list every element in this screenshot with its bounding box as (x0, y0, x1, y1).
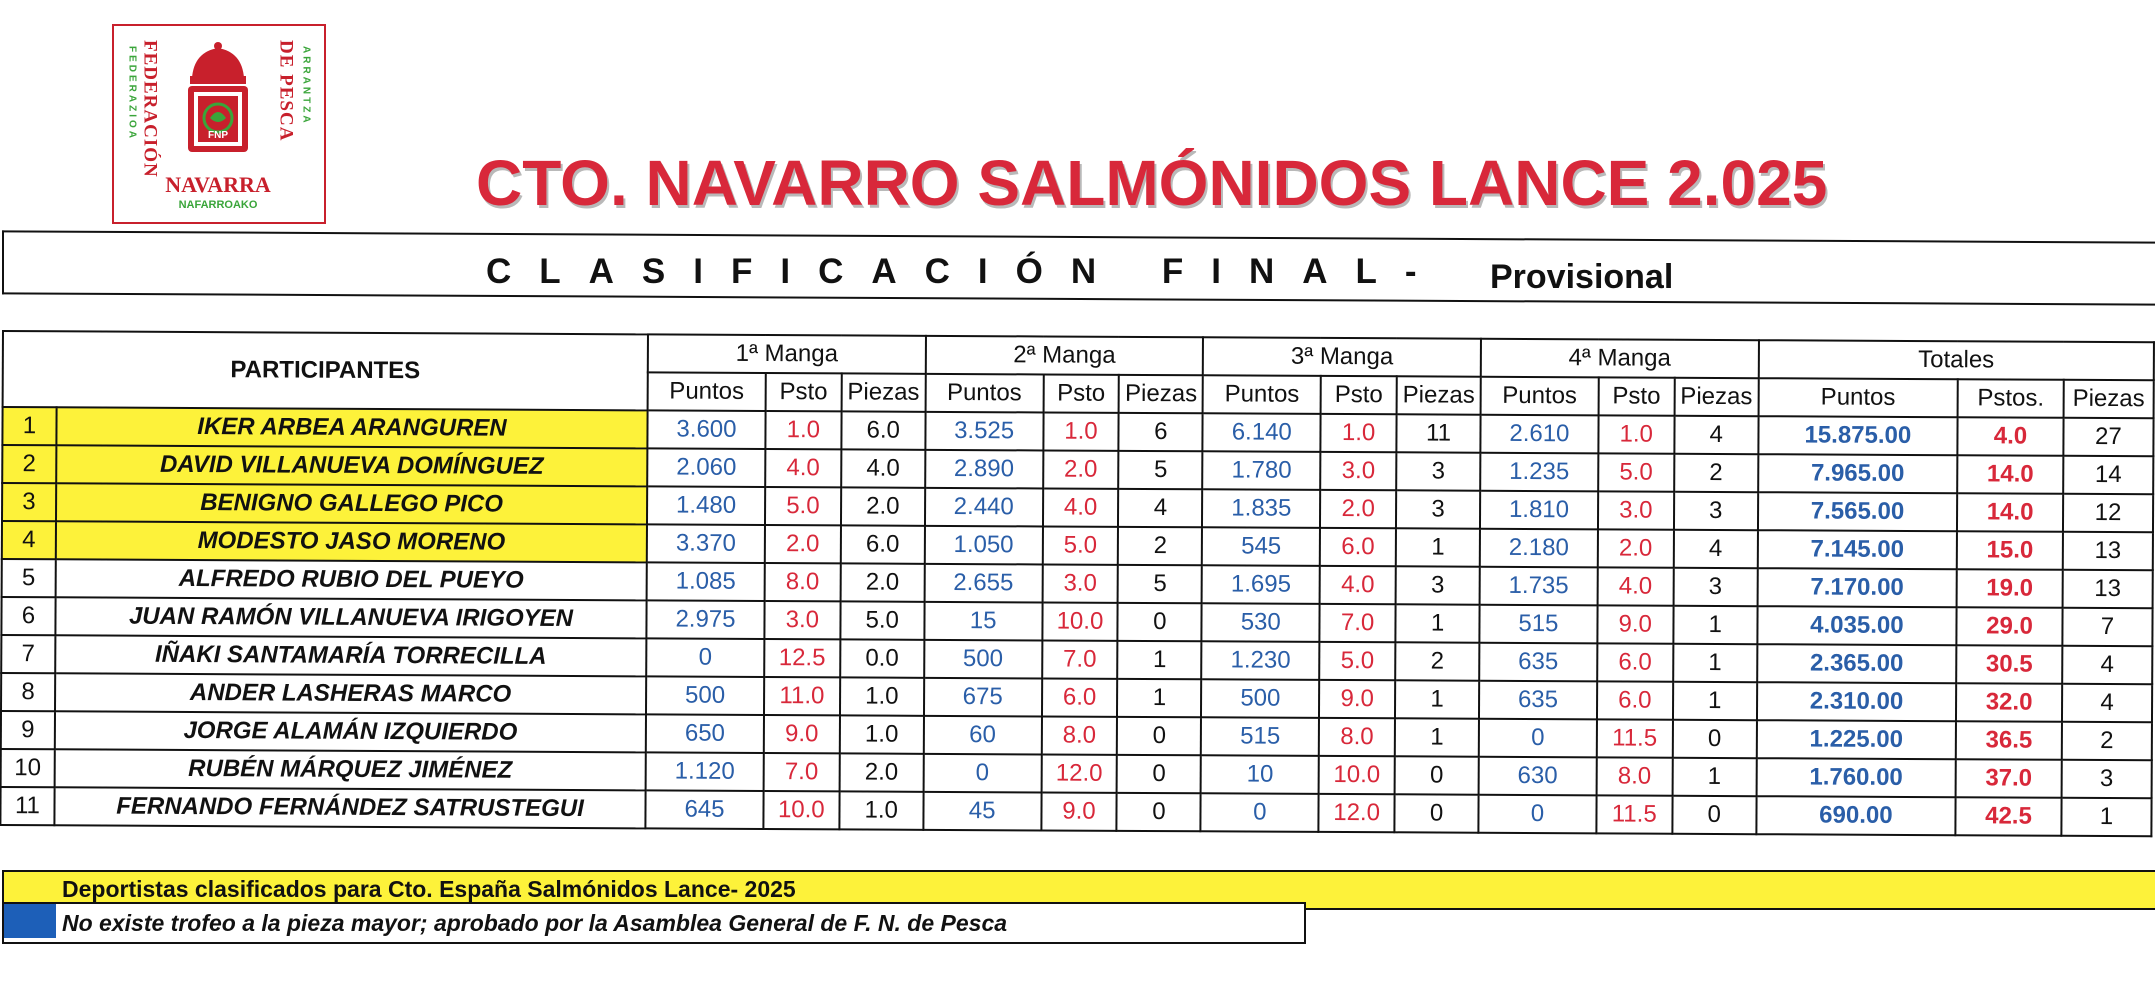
totals-puntos-header: Puntos (1758, 378, 1958, 417)
row-manga-1-psto: 2.0 (765, 525, 841, 563)
subtitle: CLASIFICACIÓN FINAL- (486, 252, 1445, 291)
logo-badge-text: FNP (208, 130, 228, 141)
row-total-pstos: 37.0 (1956, 759, 2062, 798)
row-manga-1-piezas: 4.0 (841, 449, 925, 487)
row-participant-name: ALFREDO RUBIO DEL PUEYO (55, 559, 646, 600)
row-manga-1-puntos: 2.975 (647, 600, 765, 639)
manga-3-header: 3ª Manga (1203, 337, 1481, 376)
row-manga-4-puntos: 635 (1479, 681, 1597, 720)
row-manga-3-piezas: 2 (1395, 642, 1479, 680)
row-manga-2-puntos: 15 (924, 602, 1042, 641)
row-manga-4-psto: 6.0 (1597, 643, 1673, 681)
row-manga-1-piezas: 5.0 (840, 601, 924, 639)
row-manga-2-piezas: 5 (1118, 565, 1202, 603)
row-manga-2-piezas: 0 (1117, 793, 1201, 831)
row-manga-4-piezas: 1 (1673, 606, 1757, 644)
totals-pstos-header: Pstos. (1958, 379, 2064, 418)
row-manga-2-psto: 6.0 (1042, 678, 1118, 716)
table-header-row (3, 331, 2154, 380)
row-manga-3-puntos: 10 (1201, 755, 1319, 794)
crown-shield-icon (114, 26, 324, 222)
row-total-piezas: 14 (2063, 456, 2153, 494)
results-table (0, 330, 2155, 837)
row-manga-1-puntos: 650 (646, 714, 764, 753)
row-manga-2-psto: 2.0 (1043, 450, 1119, 488)
row-manga-1-puntos: 3.600 (648, 410, 766, 449)
row-manga-4-piezas: 4 (1673, 530, 1757, 568)
row-manga-3-psto: 9.0 (1319, 680, 1395, 718)
row-position: 10 (1, 749, 55, 787)
row-manga-3-piezas: 3 (1396, 566, 1480, 604)
row-manga-3-puntos: 515 (1201, 717, 1319, 756)
row-manga-2-piezas: 0 (1118, 603, 1202, 641)
row-manga-1-puntos: 3.370 (647, 524, 765, 563)
legend-blue-swatch (4, 904, 56, 938)
m3-piezas-header: Piezas (1397, 376, 1481, 414)
row-manga-3-piezas: 3 (1396, 490, 1480, 528)
federation-logo (112, 24, 326, 224)
row-manga-3-psto: 8.0 (1319, 718, 1395, 756)
qualified-legend-text: Deportistas clasificados para Cto. España Salmónidos Lance- 2025 (62, 876, 796, 902)
row-participant-name: JORGE ALAMÁN IZQUIERDO (55, 711, 646, 752)
row-total-piezas: 2 (2062, 722, 2152, 760)
row-manga-3-piezas: 1 (1395, 680, 1479, 718)
row-manga-2-piezas: 5 (1119, 451, 1203, 489)
row-manga-1-piezas: 0.0 (840, 639, 924, 677)
row-manga-3-puntos: 545 (1202, 527, 1320, 566)
row-manga-3-piezas: 1 (1395, 718, 1479, 756)
participants-header: PARTICIPANTES (3, 331, 649, 410)
row-total-pstos: 14.0 (1957, 455, 2063, 494)
row-total-puntos: 2.365.00 (1757, 644, 1957, 683)
m1-puntos-header: Puntos (648, 372, 766, 411)
row-total-piezas: 13 (2063, 570, 2153, 608)
subtitle-note: Provisional (1490, 258, 1674, 296)
logo-right-text: DE PESCA (275, 40, 297, 142)
row-manga-2-puntos: 2.890 (925, 450, 1043, 489)
row-participant-name: IKER ARBEA ARANGUREN (56, 407, 647, 448)
m2-piezas-header: Piezas (1119, 375, 1203, 413)
row-manga-3-piezas: 0 (1395, 756, 1479, 794)
row-manga-4-psto: 1.0 (1598, 415, 1674, 453)
logo-outer-right-text: ARRANTZA (300, 46, 312, 126)
row-manga-2-psto: 9.0 (1041, 792, 1117, 830)
row-manga-4-piezas: 3 (1673, 568, 1757, 606)
row-total-pstos: 19.0 (1957, 569, 2063, 608)
row-total-pstos: 15.0 (1957, 531, 2063, 570)
row-manga-1-puntos: 2.060 (647, 448, 765, 487)
row-manga-4-piezas: 3 (1674, 492, 1758, 530)
note-legend (2, 902, 1306, 944)
row-total-puntos: 7.170.00 (1757, 568, 1957, 607)
row-total-pstos: 14.0 (1957, 493, 2063, 532)
row-manga-4-psto: 4.0 (1597, 567, 1673, 605)
row-manga-4-puntos: 635 (1479, 643, 1597, 682)
row-manga-4-puntos: 1.235 (1480, 453, 1598, 492)
row-manga-2-piezas: 6 (1119, 413, 1203, 451)
row-total-puntos: 7.145.00 (1757, 530, 1957, 569)
row-manga-3-piezas: 11 (1396, 414, 1480, 452)
row-manga-3-psto: 7.0 (1320, 604, 1396, 642)
row-manga-3-psto: 5.0 (1319, 642, 1395, 680)
row-manga-4-piezas: 0 (1672, 720, 1756, 758)
row-manga-1-psto: 12.5 (764, 639, 840, 677)
row-total-pstos: 30.5 (1956, 645, 2062, 684)
row-position: 6 (1, 597, 55, 635)
row-manga-1-puntos: 1.480 (647, 486, 765, 525)
row-manga-2-puntos: 60 (924, 716, 1042, 755)
row-manga-1-piezas: 1.0 (839, 791, 923, 829)
row-manga-2-puntos: 3.525 (925, 412, 1043, 451)
row-total-pstos: 42.5 (1956, 797, 2062, 836)
row-manga-3-puntos: 530 (1202, 603, 1320, 642)
row-manga-3-psto: 10.0 (1319, 756, 1395, 794)
row-manga-2-puntos: 2.440 (925, 488, 1043, 527)
m1-piezas-header: Piezas (841, 373, 925, 411)
row-total-puntos: 4.035.00 (1757, 606, 1957, 645)
row-manga-2-piezas: 1 (1117, 679, 1201, 717)
row-total-puntos: 1.760.00 (1756, 758, 1956, 797)
row-manga-1-piezas: 2.0 (840, 563, 924, 601)
row-manga-4-psto: 6.0 (1597, 681, 1673, 719)
results-body (0, 407, 2153, 836)
row-manga-2-piezas: 4 (1118, 489, 1202, 527)
totals-piezas-header: Piezas (2064, 380, 2154, 418)
logo-bottom-text: NAVARRA (165, 172, 271, 197)
row-total-puntos: 7.965.00 (1758, 454, 1958, 493)
row-manga-4-psto: 9.0 (1597, 605, 1673, 643)
row-participant-name: JUAN RAMÓN VILLANUEVA IRIGOYEN (55, 597, 646, 638)
row-manga-4-psto: 2.0 (1598, 529, 1674, 567)
row-manga-4-puntos: 1.735 (1480, 567, 1598, 606)
manga-2-header: 2ª Manga (926, 336, 1204, 375)
row-manga-1-piezas: 6.0 (841, 525, 925, 563)
row-manga-3-psto: 2.0 (1320, 490, 1396, 528)
m4-puntos-header: Puntos (1481, 377, 1599, 416)
row-total-pstos: 36.5 (1956, 721, 2062, 760)
row-manga-3-puntos: 6.140 (1203, 413, 1321, 452)
row-manga-3-puntos: 1.695 (1202, 565, 1320, 604)
row-manga-2-puntos: 2.655 (924, 564, 1042, 603)
row-total-piezas: 3 (2062, 760, 2152, 798)
row-manga-3-puntos: 1.230 (1202, 641, 1320, 680)
row-position: 1 (2, 407, 56, 445)
row-position: 5 (2, 559, 56, 597)
row-participant-name: ANDER LASHERAS MARCO (55, 673, 646, 714)
row-manga-1-psto: 5.0 (765, 487, 841, 525)
row-participant-name: IÑAKI SANTAMARÍA TORRECILLA (55, 635, 646, 676)
row-manga-2-psto: 3.0 (1042, 564, 1118, 602)
row-total-piezas: 12 (2063, 494, 2153, 532)
row-manga-1-piezas: 1.0 (840, 677, 924, 715)
m2-psto-header: Psto (1043, 374, 1119, 412)
manga-4-header: 4ª Manga (1481, 339, 1759, 378)
row-manga-4-psto: 11.5 (1596, 795, 1672, 833)
row-position: 3 (2, 483, 56, 521)
row-manga-3-piezas: 1 (1396, 528, 1480, 566)
totals-header: Totales (1758, 340, 2154, 380)
m4-piezas-header: Piezas (1674, 378, 1758, 416)
row-manga-2-puntos: 1.050 (925, 526, 1043, 565)
row-manga-3-psto: 3.0 (1320, 452, 1396, 490)
row-manga-3-psto: 4.0 (1320, 566, 1396, 604)
row-manga-3-piezas: 1 (1395, 604, 1479, 642)
row-manga-1-psto: 10.0 (763, 791, 839, 829)
row-position: 7 (1, 635, 55, 673)
row-total-puntos: 15.875.00 (1758, 416, 1958, 455)
row-manga-1-piezas: 6.0 (841, 411, 925, 449)
row-total-pstos: 4.0 (1958, 417, 2064, 456)
row-manga-2-psto: 4.0 (1043, 488, 1119, 526)
row-manga-2-puntos: 500 (924, 640, 1042, 679)
row-manga-4-piezas: 2 (1674, 454, 1758, 492)
row-manga-2-psto: 8.0 (1041, 716, 1117, 754)
m3-psto-header: Psto (1321, 376, 1397, 414)
row-manga-3-psto: 1.0 (1321, 414, 1397, 452)
row-total-piezas: 27 (2063, 418, 2153, 456)
manga-1-header: 1ª Manga (648, 334, 926, 373)
m4-psto-header: Psto (1598, 377, 1674, 415)
row-manga-2-piezas: 0 (1117, 755, 1201, 793)
row-manga-3-puntos: 1.780 (1203, 451, 1321, 490)
row-total-piezas: 13 (2063, 532, 2153, 570)
row-manga-2-puntos: 45 (923, 792, 1041, 831)
row-total-puntos: 1.225.00 (1756, 720, 1956, 759)
row-participant-name: MODESTO JASO MORENO (56, 521, 647, 562)
row-manga-1-puntos: 1.120 (646, 752, 764, 791)
row-total-piezas: 1 (2061, 798, 2151, 836)
row-manga-1-psto: 7.0 (764, 753, 840, 791)
row-manga-2-psto: 12.0 (1041, 754, 1117, 792)
logo-bottom-sub-text: NAFARROAKO (178, 199, 258, 211)
row-position: 8 (1, 673, 55, 711)
row-manga-4-psto: 8.0 (1596, 757, 1672, 795)
row-manga-4-puntos: 2.180 (1480, 529, 1598, 568)
row-position: 11 (0, 787, 54, 825)
row-total-puntos: 690.00 (1756, 796, 1956, 835)
row-manga-4-piezas: 1 (1673, 682, 1757, 720)
row-manga-1-piezas: 1.0 (840, 715, 924, 753)
row-participant-name: BENIGNO GALLEGO PICO (56, 483, 647, 524)
row-position: 2 (2, 445, 56, 483)
logo-left-text: FEDERACIÓN (139, 40, 161, 178)
row-manga-1-psto: 3.0 (764, 601, 840, 639)
row-participant-name: DAVID VILLANUEVA DOMÍNGUEZ (56, 445, 647, 486)
row-manga-3-puntos: 1.835 (1202, 489, 1320, 528)
row-manga-4-puntos: 0 (1478, 795, 1596, 834)
row-participant-name: FERNANDO FERNÁNDEZ SATRUSTEGUI (54, 787, 645, 828)
row-manga-3-puntos: 500 (1201, 679, 1319, 718)
row-manga-3-piezas: 0 (1394, 794, 1478, 832)
row-manga-3-psto: 12.0 (1319, 794, 1395, 832)
row-manga-4-puntos: 1.810 (1480, 491, 1598, 530)
row-manga-2-piezas: 2 (1118, 527, 1202, 565)
row-manga-1-psto: 11.0 (764, 677, 840, 715)
row-manga-3-puntos: 0 (1201, 793, 1319, 832)
row-manga-2-piezas: 0 (1117, 717, 1201, 755)
row-manga-4-psto: 5.0 (1598, 453, 1674, 491)
row-total-piezas: 4 (2062, 684, 2152, 722)
row-manga-1-piezas: 2.0 (839, 753, 923, 791)
row-manga-2-psto: 5.0 (1042, 526, 1118, 564)
row-manga-4-piezas: 1 (1673, 644, 1757, 682)
row-manga-2-piezas: 1 (1118, 641, 1202, 679)
page-title: CTO. NAVARRO SALMÓNIDOS LANCE 2.025 (476, 147, 1828, 219)
logo-outer-left-text: FEDERAZIOA (126, 46, 138, 141)
note-legend-text: No existe trofeo a la pieza mayor; aprobado por la Asamblea General de F. N. de Pesca (62, 910, 1008, 936)
row-manga-1-puntos: 500 (646, 676, 764, 715)
row-position: 9 (1, 711, 55, 749)
row-manga-2-puntos: 675 (924, 678, 1042, 717)
row-total-pstos: 29.0 (1957, 607, 2063, 646)
row-manga-3-piezas: 3 (1396, 452, 1480, 490)
row-manga-1-psto: 8.0 (764, 563, 840, 601)
row-total-puntos: 7.565.00 (1758, 492, 1958, 531)
row-manga-1-puntos: 1.085 (647, 562, 765, 601)
row-manga-1-puntos: 645 (646, 790, 764, 829)
row-participant-name: RUBÉN MÁRQUEZ JIMÉNEZ (54, 749, 645, 790)
row-total-pstos: 32.0 (1956, 683, 2062, 722)
row-manga-1-piezas: 2.0 (841, 487, 925, 525)
row-manga-2-psto: 10.0 (1042, 602, 1118, 640)
row-manga-4-piezas: 1 (1672, 758, 1756, 796)
row-manga-1-psto: 1.0 (765, 411, 841, 449)
row-manga-2-puntos: 0 (923, 754, 1041, 793)
row-manga-4-psto: 11.5 (1597, 719, 1673, 757)
m1-psto-header: Psto (765, 373, 841, 411)
row-total-puntos: 2.310.00 (1757, 682, 1957, 721)
row-manga-4-psto: 3.0 (1598, 491, 1674, 529)
row-manga-4-piezas: 4 (1674, 416, 1758, 454)
row-manga-4-puntos: 630 (1479, 757, 1597, 796)
row-position: 4 (2, 521, 56, 559)
row-total-piezas: 7 (2062, 608, 2152, 646)
row-manga-2-psto: 7.0 (1042, 640, 1118, 678)
row-manga-3-psto: 6.0 (1320, 528, 1396, 566)
row-manga-1-puntos: 0 (646, 638, 764, 677)
m3-puntos-header: Puntos (1203, 375, 1321, 414)
row-manga-4-puntos: 0 (1479, 719, 1597, 758)
m2-puntos-header: Puntos (925, 374, 1043, 413)
row-manga-4-piezas: 0 (1672, 796, 1756, 834)
row-manga-4-puntos: 2.610 (1480, 415, 1598, 454)
row-manga-4-puntos: 515 (1479, 605, 1597, 644)
row-manga-2-psto: 1.0 (1043, 412, 1119, 450)
row-manga-1-psto: 4.0 (765, 449, 841, 487)
row-manga-1-psto: 9.0 (764, 715, 840, 753)
row-total-piezas: 4 (2062, 646, 2152, 684)
